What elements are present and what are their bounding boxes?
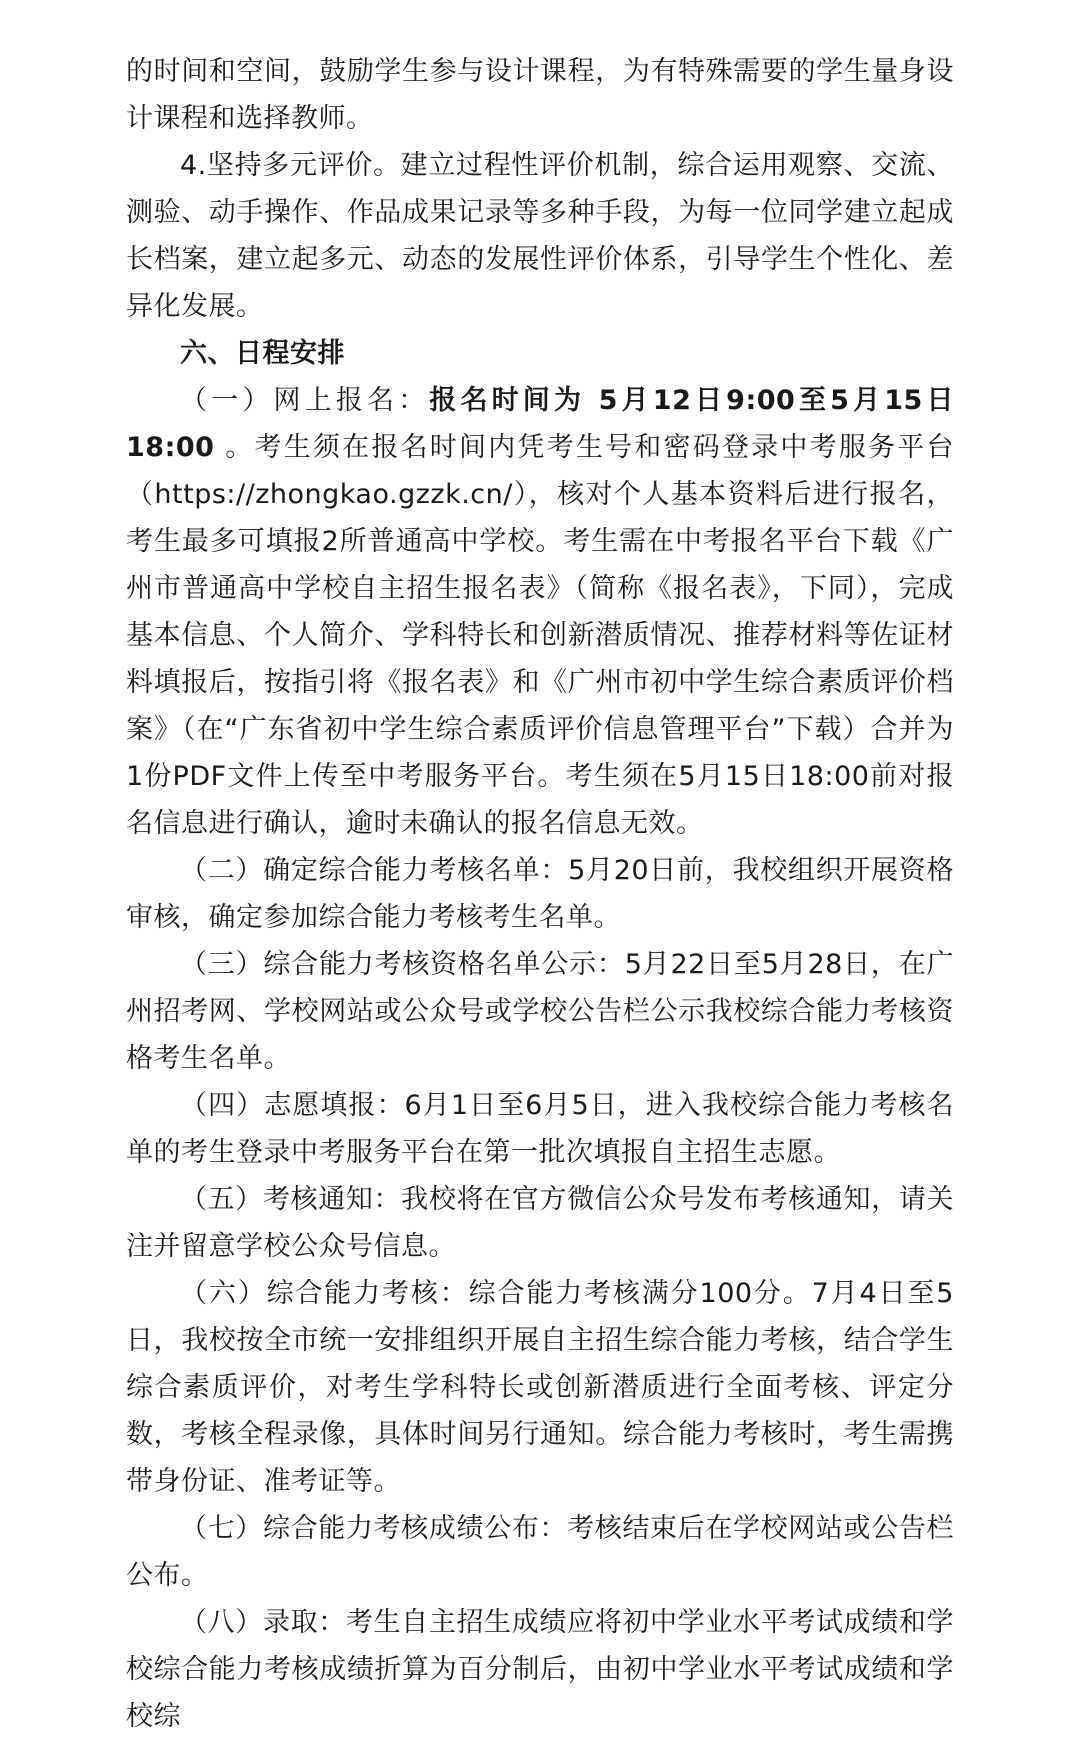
registration-time: 报名时间为 5月12日9:00至5月15日18:00 (126, 385, 954, 463)
paragraph-assessment-notice: （五）考核通知：我校将在官方微信公众号发布考核通知，请关注并留意学校公众号信息。 (126, 1184, 954, 1262)
paragraph-ability-assessment: （六）综合能力考核：综合能力考核满分100分。7月4日至5日，我校按全市统一安排组织开展自主招生综合能力考核，结合学生综合素质评价，对考生学科特长或创新潜质进行全面考核、评定分数，考核全程录像，具体时间另行通知。综合能力考核时，考生需携带身份证、准考证等。 (126, 1278, 954, 1497)
section-heading: 六、日程安排 (180, 338, 345, 369)
document-body (126, 48, 954, 1740)
paragraph-application-filling: （四）志愿填报：6月1日至6月5日，进入我校综合能力考核名单的考生登录中考服务平台在第一批次填报自主招生志愿。 (126, 1090, 954, 1168)
paragraph-list-publicity: （三）综合能力考核资格名单公示：5月22日至5月28日，在广州招考网、学校网站或公众号或学校公告栏公示我校综合能力考核资格考生名单。 (126, 949, 954, 1074)
paragraph-assessment-list: （二）确定综合能力考核名单：5月20日前，我校组织开展资格审核，确定参加综合能力考核考生名单。 (126, 855, 954, 933)
registration-lead: （一）网上报名： (180, 385, 430, 416)
paragraph-item-4: 4.坚持多元评价。建立过程性评价机制，综合运用观察、交流、测验、动手操作、作品成果记录等多种手段，为每一位同学建立起成长档案，建立起多元、动态的发展性评价体系，引导学生个性化、差异化发展。 (126, 150, 954, 322)
paragraph-intro-continuation: 的时间和空间，鼓励学生参与设计课程，为有特殊需要的学生量身设计课程和选择教师。 (126, 56, 954, 134)
paragraph-admission: （八）录取：考生自主招生成绩应将初中学业水平考试成绩和学校综合能力考核成绩折算为百分制后，由初中学业水平考试成绩和学校综 (126, 1607, 954, 1732)
registration-details: 。考生须在报名时间内凭考生号和密码登录中考服务平台（https://zhongkao.gzzk.cn/），核对个人基本资料后进行报名，考生最多可填报2所普通高中学校。考生需在中考报名平台下载《广州市普通高中学校自主招生报名表》（简称《报名表》，下同），完成基本信息、个人简介、学科特长和创新潜质情况、推荐材料等佐证材料填报后，按指引将《报名表》和《广州市初中学生综合素质评价档案》（在“广东省初中学生综合素质评价信息管理平台”下载）合并为1份PDF文件上传至中考服务平台。考生须在5月15日18:00前对报名信息进行确认，逾时未确认的报名信息无效。 (126, 432, 954, 839)
paragraph-results-announcement: （七）综合能力考核成绩公布：考核结束后在学校网站或公告栏公布。 (126, 1513, 954, 1591)
paragraph-online-registration (126, 377, 954, 847)
